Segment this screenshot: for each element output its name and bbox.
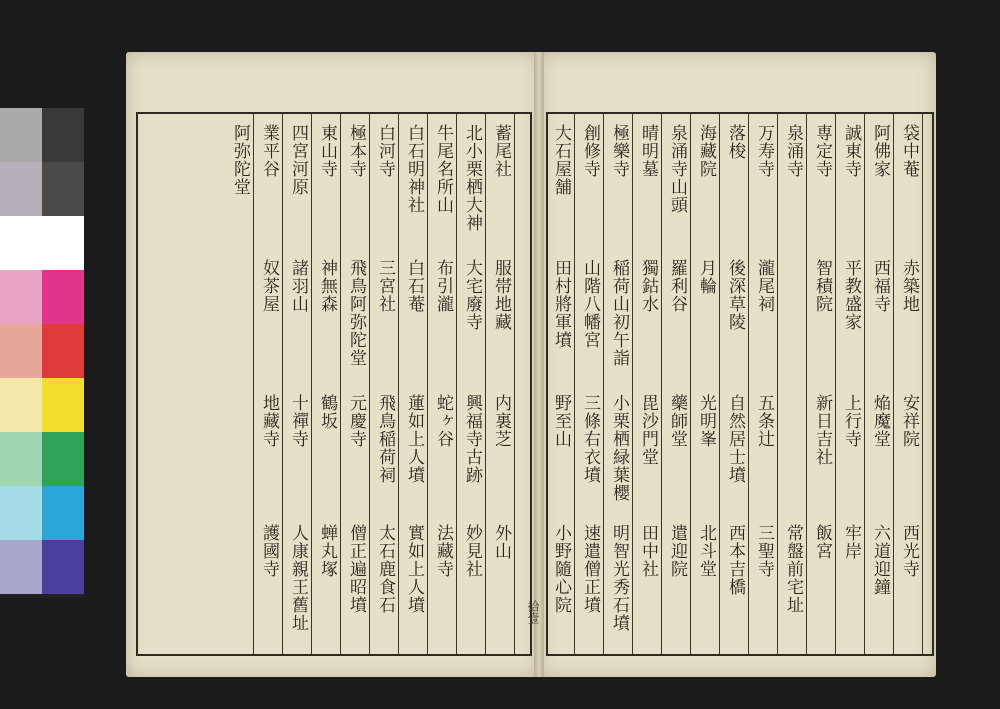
calibration-patch — [42, 162, 84, 216]
text-column — [577, 124, 603, 644]
column-rule — [311, 112, 312, 654]
place-name: 智積院 — [812, 259, 832, 313]
place-name: 西光寺 — [899, 524, 919, 578]
place-name: 海藏院 — [696, 124, 716, 178]
column-rule — [748, 112, 749, 654]
place-name: 藥師堂 — [667, 394, 687, 448]
place-name: 蓄尾社 — [491, 124, 511, 178]
text-column — [343, 124, 369, 644]
column-rule — [777, 112, 778, 654]
column-rule — [398, 112, 399, 654]
place-name: 安祥院 — [899, 394, 919, 448]
place-name: 地藏寺 — [259, 394, 279, 448]
calibration-patch — [0, 162, 42, 216]
text-column — [606, 124, 632, 644]
place-name: 北小栗栖大神 — [462, 124, 482, 232]
place-name: 泉涌寺山頭 — [667, 124, 687, 214]
text-column — [548, 124, 574, 644]
place-name: 稲荷山初午詣 — [609, 259, 629, 367]
text-column — [751, 124, 777, 644]
place-name: 元慶寺 — [346, 394, 366, 448]
place-name: 護國寺 — [259, 524, 279, 578]
text-column — [722, 124, 748, 644]
place-name: 泉涌寺 — [783, 124, 803, 178]
place-name: 月輪 — [696, 259, 716, 295]
text-column — [372, 124, 398, 644]
text-column — [867, 124, 893, 644]
place-name: 西本吉橋 — [725, 524, 745, 596]
place-name: 創修寺 — [580, 124, 600, 178]
place-name: 落梭 — [725, 124, 745, 160]
place-name: 人康親王舊址 — [288, 524, 308, 632]
column-rule — [719, 112, 720, 654]
place-name: 太石鹿食石 — [375, 524, 395, 614]
place-name: 西福寺 — [870, 259, 890, 313]
place-name: 蝉丸塚 — [317, 524, 337, 578]
text-column — [459, 124, 485, 644]
column-rule — [369, 112, 370, 654]
place-name: 小野隨心院 — [551, 524, 571, 614]
place-name: 神無森 — [317, 259, 337, 313]
place-name: 實如上人墳 — [404, 524, 424, 614]
place-name: 阿弥陀堂 — [230, 124, 250, 196]
place-name: 白河寺 — [375, 124, 395, 178]
calibration-patch — [0, 540, 42, 594]
place-name: 上行寺 — [841, 394, 861, 448]
place-name: 十禪寺 — [288, 394, 308, 448]
place-name: 大石屋舗 — [551, 124, 571, 196]
calibration-patch — [0, 486, 42, 540]
text-column — [401, 124, 427, 644]
place-name: 白石明神社 — [404, 124, 424, 214]
place-name: 興福寺古跡 — [462, 394, 482, 484]
calibration-patch — [42, 108, 84, 162]
place-name: 外山 — [491, 524, 511, 560]
text-column — [664, 124, 690, 644]
place-name: 三聖寺 — [754, 524, 774, 578]
place-name: 大宅廢寺 — [462, 259, 482, 331]
place-name: 妙見社 — [462, 524, 482, 578]
place-name: 明智光秀石墳 — [609, 524, 629, 632]
place-name: 自然居士墳 — [725, 394, 745, 484]
calibration-patch — [42, 270, 84, 324]
place-name: 田中社 — [638, 524, 658, 578]
column-rule — [922, 112, 923, 654]
place-name: 羅利谷 — [667, 259, 687, 313]
place-name: 四宮河原 — [288, 124, 308, 196]
place-name: 毘沙門堂 — [638, 394, 658, 466]
place-name: 飛鳥稲荷祠 — [375, 394, 395, 484]
place-name: 牢岸 — [841, 524, 861, 560]
calibration-patch — [0, 108, 42, 162]
place-name: 光明峯 — [696, 394, 716, 448]
calibration-patch — [0, 324, 42, 378]
place-name: 獨鈷水 — [638, 259, 658, 313]
place-name: 新日吉社 — [812, 394, 832, 466]
place-name: 誠東寺 — [841, 124, 861, 178]
place-name: 瀧尾祠 — [754, 259, 774, 313]
text-column — [256, 124, 282, 644]
place-name: 服帯地藏 — [491, 259, 511, 331]
place-name: 阿佛家 — [870, 124, 890, 178]
place-name: 業平谷 — [259, 124, 279, 178]
place-name: 野至山 — [551, 394, 571, 448]
column-rule — [514, 112, 515, 654]
column-rule — [806, 112, 807, 654]
calibration-patch — [0, 378, 42, 432]
place-name: 北斗堂 — [696, 524, 716, 578]
column-rule — [427, 112, 428, 654]
calibration-patch — [0, 216, 42, 270]
place-name: 蛇ヶ谷 — [433, 394, 453, 448]
calibration-patch — [42, 216, 84, 270]
place-name: 僧正遍昭墳 — [346, 524, 366, 614]
column-rule — [603, 112, 604, 654]
place-name: 平教盛家 — [841, 259, 861, 331]
column-rule — [574, 112, 575, 654]
text-column — [285, 124, 311, 644]
place-name: 白石菴 — [404, 259, 424, 313]
column-rule — [690, 112, 691, 654]
place-name: 赤築地 — [899, 259, 919, 313]
calibration-patch — [42, 432, 84, 486]
place-name: 小栗栖緑葉櫻 — [609, 394, 629, 502]
column-rule — [632, 112, 633, 654]
place-name: 山階八幡宮 — [580, 259, 600, 349]
place-name: 晴明墓 — [638, 124, 658, 178]
column-rule — [253, 112, 254, 654]
column-rule — [864, 112, 865, 654]
calibration-patch — [42, 378, 84, 432]
place-name: 万寿寺 — [754, 124, 774, 178]
place-name: 田村將軍墳 — [551, 259, 571, 349]
calibration-patch — [42, 324, 84, 378]
column-rule — [893, 112, 894, 654]
place-name: 速遣僧正墳 — [580, 524, 600, 614]
calibration-patch — [0, 432, 42, 486]
column-rule — [456, 112, 457, 654]
text-column — [693, 124, 719, 644]
text-column — [809, 124, 835, 644]
place-name: 常盤前宅址 — [783, 524, 803, 614]
calibration-patch — [42, 540, 84, 594]
text-column — [227, 124, 253, 644]
column-rule — [485, 112, 486, 654]
place-name: 諸羽山 — [288, 259, 308, 313]
book-gutter — [534, 52, 544, 677]
column-rule — [661, 112, 662, 654]
place-name: 極本寺 — [346, 124, 366, 178]
column-rule — [835, 112, 836, 654]
place-name: 東山寺 — [317, 124, 337, 178]
place-name: 六道迎鐘 — [870, 524, 890, 596]
place-name: 焔魔堂 — [870, 394, 890, 448]
place-name: 鶴坂 — [317, 394, 337, 430]
place-name: 遣迎院 — [667, 524, 687, 578]
text-column — [635, 124, 661, 644]
page-number: 拾壹 — [526, 600, 540, 624]
place-name: 法藏寺 — [433, 524, 453, 578]
place-name: 内裏芝 — [491, 394, 511, 448]
column-rule — [282, 112, 283, 654]
color-calibration-strip — [0, 108, 84, 598]
place-name: 飛鳥阿弥陀堂 — [346, 259, 366, 367]
column-rule — [340, 112, 341, 654]
place-name: 極樂寺 — [609, 124, 629, 178]
text-column — [488, 124, 514, 644]
place-name: 袋中菴 — [899, 124, 919, 178]
place-name: 奴茶屋 — [259, 259, 279, 313]
place-name: 五条辻 — [754, 394, 774, 448]
place-name: 後深草陵 — [725, 259, 745, 331]
place-name: 専定寺 — [812, 124, 832, 178]
text-column — [838, 124, 864, 644]
text-column — [896, 124, 922, 644]
text-column — [780, 124, 806, 644]
text-column — [314, 124, 340, 644]
calibration-patch — [0, 270, 42, 324]
text-column — [430, 124, 456, 644]
place-name: 布引瀧 — [433, 259, 453, 313]
place-name: 蓮如上人墳 — [404, 394, 424, 484]
place-name: 飯宮 — [812, 524, 832, 560]
calibration-patch — [42, 486, 84, 540]
place-name: 三條右衣墳 — [580, 394, 600, 484]
place-name: 牛尾名所山 — [433, 124, 453, 214]
place-name: 三宮社 — [375, 259, 395, 313]
